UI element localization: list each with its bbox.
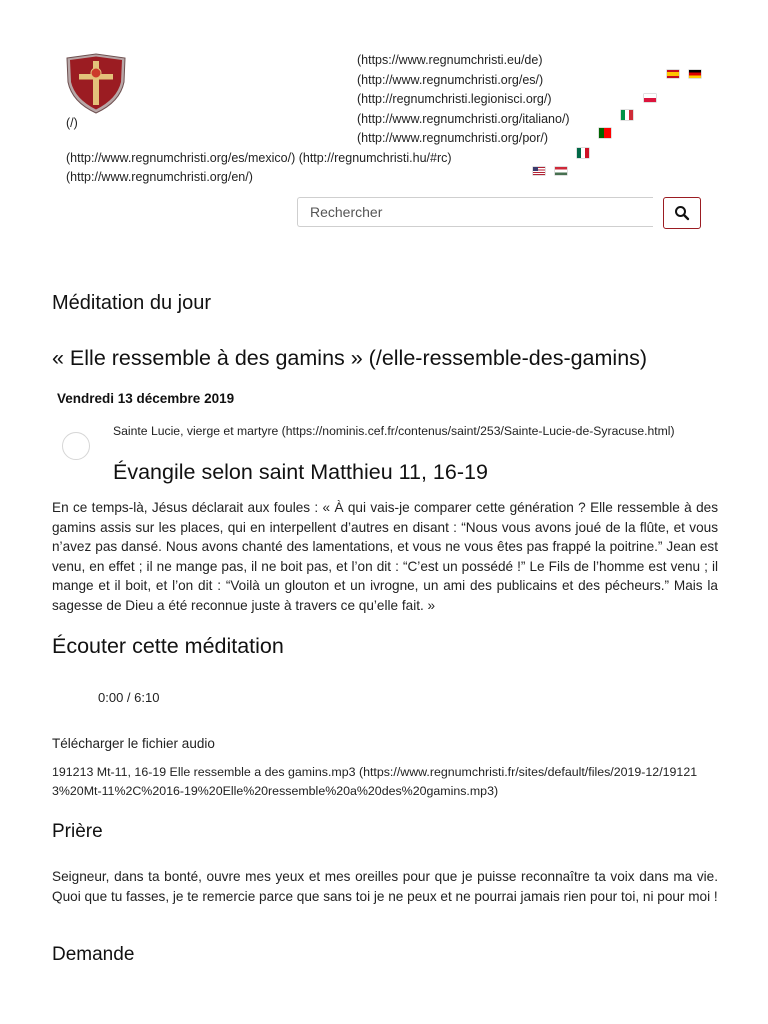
section-title-audio: Écouter cette méditation (52, 634, 284, 658)
section-title-priere: Prière (52, 821, 103, 842)
flag-germany-icon[interactable] (689, 70, 701, 78)
site-logo[interactable] (64, 52, 128, 114)
lang-links-row-mx-hu[interactable]: (http://www.regnumchristi.org/es/mexico/) (http://regnumchristi.hu/#rc) (66, 150, 452, 165)
lang-link-it[interactable]: (http://www.regnumchristi.org/italiano/) (357, 111, 570, 126)
gospel-text: En ce temps-là, Jésus déclarait aux foules : « À qui vais-je comparer cette génération ? Elle ressemble à des gamins assis sur les places, qui en interpellent d’autres en disant : “Nous vous avons joué de la flûte, et vous n’avez pas dansé. Nous avons chanté des lamentations, et vous ne vous êtes pas frappé la poitrine.” Jean est venu, en effet ; il ne mange pas, il ne boit pas, et l’on dit : “C’est un possédé !” Le Fils de l’homme est venu ; il mange et il boit, et l’on dit : “Voilà un glouton et un ivrogne, un ami des publicains et des pécheurs.” Mais la sagesse de Dieu a été reconnue juste à travers ce qu’elle fait. » (52, 500, 718, 613)
gospel-title: Évangile selon saint Matthieu 11, 16-19 (113, 460, 488, 484)
saint-of-day-link[interactable]: Sainte Lucie, vierge et martyre (https://nominis.cef.fr/contenus/saint/253/Sainte-Lucie-de-Syracuse.html) (113, 424, 675, 438)
logo-link-text[interactable]: (/) (66, 116, 78, 130)
search-icon (674, 205, 690, 221)
saint-avatar-placeholder (62, 432, 90, 460)
flag-italy-icon[interactable] (621, 110, 633, 120)
flag-usa-icon[interactable] (533, 167, 545, 175)
flag-portugal-icon[interactable] (599, 128, 611, 138)
download-label: Télécharger le fichier audio (52, 736, 215, 751)
search-form (297, 197, 703, 229)
shield-cross-icon (64, 52, 128, 114)
audio-file-link[interactable]: 191213 Mt-11, 16-19 Elle ressemble a des gamins.mp3 (https://www.regnumchristi.fr/sites/default/files/2019-12/191213%20Mt-11%2C%2016-19%20Elle%20ressemble%20a%20des%20gamins.mp3) (52, 765, 698, 798)
lang-link-de[interactable]: (https://www.regnumchristi.eu/de) (357, 53, 543, 67)
lang-link-en[interactable]: (http://www.regnumchristi.org/en/) (66, 170, 253, 184)
lang-link-pl[interactable]: (http://regnumchristi.legionisci.org/) (357, 92, 552, 106)
audio-player-time[interactable]: 0:00 / 6:10 (98, 690, 160, 705)
search-input[interactable] (297, 197, 653, 227)
search-button[interactable] (663, 197, 701, 229)
flag-poland-icon[interactable] (644, 94, 656, 102)
flag-hungary-icon[interactable] (555, 167, 567, 175)
section-title-demande: Demande (52, 944, 135, 965)
flag-mexico-icon[interactable] (577, 148, 589, 158)
meditation-title-link[interactable]: « Elle ressemble à des gamins » (/elle-ressemble-des-gamins) (52, 346, 648, 370)
lang-link-es[interactable]: (http://www.regnumchristi.org/es/) (357, 72, 544, 87)
meditation-date: Vendredi 13 décembre 2019 (57, 391, 235, 406)
flag-spain-icon[interactable] (667, 70, 679, 78)
priere-text: Seigneur, dans ta bonté, ouvre mes yeux et mes oreilles pour que je puisse reconnaître ta voix dans ma vie. Quoi que tu fasses, je te remercie parce que sans toi je ne peux et ne pourrai jamais rien pour toi, ni pour moi ! (52, 869, 718, 904)
section-title-meditation: Méditation du jour (52, 292, 211, 314)
lang-link-pt[interactable]: (http://www.regnumchristi.org/por/) (357, 131, 549, 145)
